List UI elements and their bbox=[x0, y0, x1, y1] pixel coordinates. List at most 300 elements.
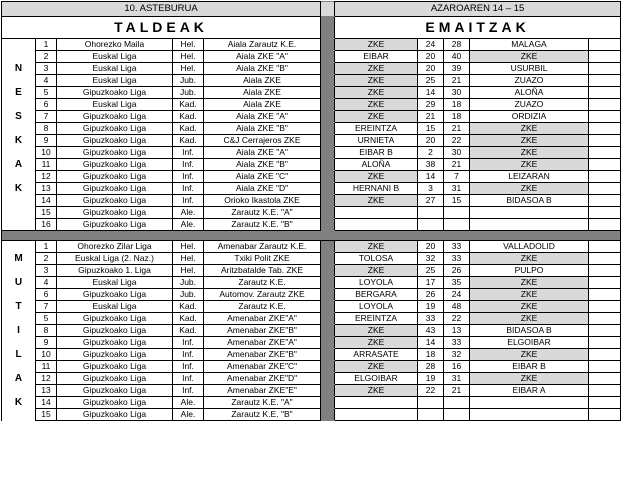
home-team-cell: TOLOSA bbox=[335, 253, 418, 265]
women-team-row bbox=[2, 135, 621, 147]
away-team-cell: ZKE bbox=[470, 253, 589, 265]
league-cell: Gipuzkoako Liga bbox=[57, 87, 173, 99]
home-score-cell: 20 bbox=[418, 63, 444, 75]
category-cell: Hel. bbox=[173, 39, 204, 51]
away-team-cell: BIDASOA B bbox=[470, 325, 589, 337]
team-cell: Aiala ZKE "C" bbox=[204, 171, 321, 183]
blank-cell bbox=[589, 111, 621, 123]
men-team-row bbox=[2, 349, 621, 361]
team-cell: Orioko Ikastola ZKE bbox=[204, 195, 321, 207]
men-team-row bbox=[2, 385, 621, 397]
blank-cell bbox=[589, 195, 621, 207]
category-cell: Inf. bbox=[173, 171, 204, 183]
side-letter-cell bbox=[2, 313, 36, 325]
league-cell: Euskal Liga bbox=[57, 99, 173, 111]
league-cell: Euskal Liga (2. Naz.) bbox=[57, 253, 173, 265]
category-cell: Hel. bbox=[173, 265, 204, 277]
category-cell: Inf. bbox=[173, 147, 204, 159]
home-score-cell: 25 bbox=[418, 75, 444, 87]
blank-cell bbox=[589, 385, 621, 397]
team-cell: Zarautz K.E. "A" bbox=[204, 397, 321, 409]
home-team-cell: ZKE bbox=[335, 171, 418, 183]
home-score-cell: 25 bbox=[418, 265, 444, 277]
blank-cell bbox=[589, 183, 621, 195]
away-score-cell bbox=[444, 397, 470, 409]
away-score-cell: 33 bbox=[444, 253, 470, 265]
side-letter-cell bbox=[2, 385, 36, 397]
league-cell: Euskal Liga bbox=[57, 75, 173, 87]
row-number: 4 bbox=[36, 75, 57, 87]
away-team-cell: ELGOIBAR bbox=[470, 337, 589, 349]
blank-cell bbox=[589, 51, 621, 63]
blank-cell bbox=[589, 87, 621, 99]
league-cell: Ohorezko Maila bbox=[57, 39, 173, 51]
separator bbox=[321, 111, 335, 123]
team-cell: Zarautz K.E. bbox=[204, 277, 321, 289]
away-team-cell: ZUAZO bbox=[470, 75, 589, 87]
women-team-row bbox=[2, 123, 621, 135]
league-cell: Euskal Liga bbox=[57, 51, 173, 63]
blank-cell bbox=[589, 219, 621, 231]
home-team-cell: ZKE bbox=[335, 87, 418, 99]
category-cell: Kad. bbox=[173, 135, 204, 147]
women-team-row bbox=[2, 207, 621, 219]
home-score-cell: 20 bbox=[418, 135, 444, 147]
category-cell: Kad. bbox=[173, 301, 204, 313]
league-cell: Euskal Liga bbox=[57, 301, 173, 313]
side-letter-cell bbox=[2, 265, 36, 277]
away-team-cell bbox=[470, 207, 589, 219]
category-cell: Inf. bbox=[173, 361, 204, 373]
separator bbox=[321, 219, 335, 231]
away-team-cell: MALAGA bbox=[470, 39, 589, 51]
men-team-row bbox=[2, 373, 621, 385]
team-cell: Aiala ZKE "B" bbox=[204, 63, 321, 75]
women-team-row bbox=[2, 75, 621, 87]
league-cell: Gipuzkoako Liga bbox=[57, 349, 173, 361]
away-team-cell: ZKE bbox=[470, 277, 589, 289]
row-number: 6 bbox=[36, 99, 57, 111]
league-cell: Ohorezko Zilar Liga bbox=[57, 241, 173, 253]
away-score-cell: 30 bbox=[444, 87, 470, 99]
home-team-cell: ELGOIBAR bbox=[335, 373, 418, 385]
separator bbox=[321, 207, 335, 219]
separator bbox=[321, 277, 335, 289]
home-score-cell bbox=[418, 397, 444, 409]
side-letter-cell: I bbox=[2, 325, 36, 337]
away-score-cell: 15 bbox=[444, 195, 470, 207]
away-score-cell: 16 bbox=[444, 361, 470, 373]
women-team-row bbox=[2, 183, 621, 195]
away-team-cell: ZKE bbox=[470, 51, 589, 63]
away-score-cell: 26 bbox=[444, 265, 470, 277]
team-cell: Zarautz K.E. bbox=[204, 301, 321, 313]
category-cell: Jub. bbox=[173, 289, 204, 301]
home-score-cell bbox=[418, 219, 444, 231]
away-team-cell: ORDIZIA bbox=[470, 111, 589, 123]
home-score-cell bbox=[418, 409, 444, 421]
blank-cell bbox=[589, 63, 621, 75]
team-cell: C&J Cerrajeros ZKE bbox=[204, 135, 321, 147]
men-team-row bbox=[2, 313, 621, 325]
team-cell: Amenabar ZKE"C" bbox=[204, 361, 321, 373]
row-number: 5 bbox=[36, 313, 57, 325]
home-team-cell: LOYOLA bbox=[335, 277, 418, 289]
header-row bbox=[2, 2, 621, 17]
separator bbox=[321, 51, 335, 63]
team-cell: Zarautz K.E. "B" bbox=[204, 219, 321, 231]
blank-cell bbox=[589, 99, 621, 111]
league-cell: Gipuzkoako Liga bbox=[57, 289, 173, 301]
away-team-cell: ZKE bbox=[470, 147, 589, 159]
home-team-cell: ALOÑA bbox=[335, 159, 418, 171]
row-number: 10 bbox=[36, 349, 57, 361]
row-number: 1 bbox=[36, 39, 57, 51]
separator bbox=[321, 159, 335, 171]
side-letter-cell bbox=[2, 99, 36, 111]
side-letter-cell bbox=[2, 409, 36, 421]
away-score-cell: 21 bbox=[444, 159, 470, 171]
away-score-cell: 21 bbox=[444, 385, 470, 397]
team-cell: Aiala ZKE "A" bbox=[204, 51, 321, 63]
men-team-row bbox=[2, 277, 621, 289]
home-team-cell: ZKE bbox=[335, 385, 418, 397]
category-cell: Jub. bbox=[173, 75, 204, 87]
home-team-cell: ZKE bbox=[335, 99, 418, 111]
blank-cell bbox=[589, 171, 621, 183]
away-score-cell: 31 bbox=[444, 373, 470, 385]
separator bbox=[321, 337, 335, 349]
side-letter-cell: N bbox=[2, 63, 36, 75]
team-cell: Amenabar ZKE"A" bbox=[204, 313, 321, 325]
section-gap bbox=[2, 231, 621, 241]
separator bbox=[321, 241, 335, 253]
league-cell: Gipuzkoako Liga bbox=[57, 159, 173, 171]
category-cell: Kad. bbox=[173, 111, 204, 123]
away-score-cell bbox=[444, 409, 470, 421]
team-cell: Amenabar ZKE"A" bbox=[204, 337, 321, 349]
league-cell: Gipuzkoako Liga bbox=[57, 183, 173, 195]
men-team-row bbox=[2, 253, 621, 265]
side-letter-cell bbox=[2, 123, 36, 135]
separator bbox=[321, 361, 335, 373]
away-team-cell: ZKE bbox=[470, 135, 589, 147]
home-team-cell: ZKE bbox=[335, 111, 418, 123]
row-number: 11 bbox=[36, 159, 57, 171]
away-team-cell: ALOÑA bbox=[470, 87, 589, 99]
row-number: 15 bbox=[36, 409, 57, 421]
team-cell: Amenabar ZKE"B" bbox=[204, 325, 321, 337]
league-cell: Gipuzkoako 1. Liga bbox=[57, 265, 173, 277]
league-cell: Euskal Liga bbox=[57, 277, 173, 289]
women-team-row bbox=[2, 219, 621, 231]
women-team-row bbox=[2, 87, 621, 99]
away-score-cell: 21 bbox=[444, 123, 470, 135]
results-title: EMAITZAK bbox=[335, 17, 621, 39]
home-score-cell: 14 bbox=[418, 87, 444, 99]
separator bbox=[321, 325, 335, 337]
home-team-cell: ZKE bbox=[335, 39, 418, 51]
schedule-table bbox=[1, 1, 621, 421]
league-cell: Gipuzkoako Liga bbox=[57, 373, 173, 385]
men-team-row bbox=[2, 337, 621, 349]
home-team-cell: EREINTZA bbox=[335, 313, 418, 325]
blank-cell bbox=[589, 361, 621, 373]
home-score-cell bbox=[418, 207, 444, 219]
home-score-cell: 38 bbox=[418, 159, 444, 171]
row-number: 11 bbox=[36, 361, 57, 373]
league-cell: Euskal Liga bbox=[57, 63, 173, 75]
away-score-cell: 13 bbox=[444, 325, 470, 337]
row-number: 7 bbox=[36, 111, 57, 123]
separator bbox=[321, 147, 335, 159]
blank-cell bbox=[589, 241, 621, 253]
separator bbox=[321, 409, 335, 421]
blank-cell bbox=[589, 265, 621, 277]
side-letter-cell bbox=[2, 195, 36, 207]
side-letter-cell bbox=[2, 241, 36, 253]
row-number: 13 bbox=[36, 385, 57, 397]
team-cell: Aiala ZKE "B" bbox=[204, 159, 321, 171]
away-team-cell: ZKE bbox=[470, 373, 589, 385]
blank-cell bbox=[589, 325, 621, 337]
blank-cell bbox=[589, 253, 621, 265]
away-score-cell: 22 bbox=[444, 135, 470, 147]
separator bbox=[321, 301, 335, 313]
separator bbox=[321, 373, 335, 385]
team-cell: Amenabar ZKE"D" bbox=[204, 373, 321, 385]
date-title: AZAROAREN 14 – 15 bbox=[335, 2, 621, 17]
home-score-cell: 33 bbox=[418, 313, 444, 325]
away-score-cell: 30 bbox=[444, 147, 470, 159]
away-team-cell bbox=[470, 219, 589, 231]
team-cell: Amenabar ZKE"B" bbox=[204, 349, 321, 361]
team-cell: Aiala ZKE "A" bbox=[204, 111, 321, 123]
blank-cell bbox=[589, 337, 621, 349]
home-score-cell: 22 bbox=[418, 385, 444, 397]
away-team-cell: ZKE bbox=[470, 349, 589, 361]
away-team-cell: ZKE bbox=[470, 183, 589, 195]
home-score-cell: 14 bbox=[418, 337, 444, 349]
league-cell: Gipuzkoako Liga bbox=[57, 207, 173, 219]
home-score-cell: 2 bbox=[418, 147, 444, 159]
separator bbox=[321, 385, 335, 397]
blank-cell bbox=[589, 409, 621, 421]
side-letter-cell: E bbox=[2, 87, 36, 99]
category-cell: Kad. bbox=[173, 313, 204, 325]
home-score-cell: 15 bbox=[418, 123, 444, 135]
away-score-cell: 18 bbox=[444, 99, 470, 111]
blank-cell bbox=[589, 313, 621, 325]
blank-cell bbox=[589, 301, 621, 313]
separator bbox=[321, 123, 335, 135]
category-cell: Inf. bbox=[173, 373, 204, 385]
separator bbox=[321, 99, 335, 111]
blank-cell bbox=[589, 397, 621, 409]
row-number: 4 bbox=[36, 277, 57, 289]
men-team-row bbox=[2, 397, 621, 409]
separator bbox=[321, 2, 335, 17]
home-score-cell: 18 bbox=[418, 349, 444, 361]
home-score-cell: 21 bbox=[418, 111, 444, 123]
away-team-cell: EIBAR B bbox=[470, 361, 589, 373]
team-cell: Aiala ZKE bbox=[204, 87, 321, 99]
team-cell: Aiala ZKE "A" bbox=[204, 147, 321, 159]
category-cell: Inf. bbox=[173, 349, 204, 361]
category-cell: Ale. bbox=[173, 409, 204, 421]
team-cell: Aritzbatalde Tab. ZKE bbox=[204, 265, 321, 277]
home-team-cell: ZKE bbox=[335, 241, 418, 253]
row-number: 15 bbox=[36, 207, 57, 219]
home-team-cell: URNIETA bbox=[335, 135, 418, 147]
category-cell: Kad. bbox=[173, 123, 204, 135]
category-cell: Inf. bbox=[173, 195, 204, 207]
home-team-cell bbox=[335, 219, 418, 231]
men-team-row bbox=[2, 361, 621, 373]
side-letter-cell bbox=[2, 289, 36, 301]
blank-cell bbox=[589, 75, 621, 87]
row-number: 3 bbox=[36, 265, 57, 277]
away-team-cell: USURBIL bbox=[470, 63, 589, 75]
team-cell: Aiala ZKE bbox=[204, 99, 321, 111]
away-team-cell: BIDASOA B bbox=[470, 195, 589, 207]
away-score-cell: 31 bbox=[444, 183, 470, 195]
side-letter-cell bbox=[2, 147, 36, 159]
away-score-cell: 24 bbox=[444, 289, 470, 301]
blank-cell bbox=[589, 135, 621, 147]
home-score-cell: 26 bbox=[418, 289, 444, 301]
blank-cell bbox=[589, 159, 621, 171]
row-number: 3 bbox=[36, 63, 57, 75]
blank-cell bbox=[589, 349, 621, 361]
league-cell: Gipuzkoako Liga bbox=[57, 325, 173, 337]
women-team-row bbox=[2, 111, 621, 123]
side-letter-cell: K bbox=[2, 135, 36, 147]
category-cell: Inf. bbox=[173, 159, 204, 171]
home-team-cell: LOYOLA bbox=[335, 301, 418, 313]
separator bbox=[321, 289, 335, 301]
row-number: 12 bbox=[36, 373, 57, 385]
home-score-cell: 17 bbox=[418, 277, 444, 289]
team-cell: Amenabar Zarautz K.E. bbox=[204, 241, 321, 253]
separator bbox=[321, 253, 335, 265]
away-team-cell: ZKE bbox=[470, 289, 589, 301]
side-letter-cell: S bbox=[2, 111, 36, 123]
blank-cell bbox=[589, 147, 621, 159]
team-cell: Txiki Polit ZKE bbox=[204, 253, 321, 265]
home-score-cell: 3 bbox=[418, 183, 444, 195]
separator bbox=[321, 313, 335, 325]
side-letter-cell: K bbox=[2, 183, 36, 195]
separator bbox=[321, 195, 335, 207]
row-number: 2 bbox=[36, 51, 57, 63]
home-score-cell: 19 bbox=[418, 301, 444, 313]
league-cell: Gipuzkoako Liga bbox=[57, 397, 173, 409]
blank-cell bbox=[589, 289, 621, 301]
side-letter-cell: A bbox=[2, 159, 36, 171]
women-team-row bbox=[2, 63, 621, 75]
category-cell: Ale. bbox=[173, 397, 204, 409]
home-team-cell: ZKE bbox=[335, 265, 418, 277]
blank-cell bbox=[589, 123, 621, 135]
row-number: 8 bbox=[36, 123, 57, 135]
home-team-cell: EIBAR B bbox=[335, 147, 418, 159]
side-letter-cell: L bbox=[2, 349, 36, 361]
away-score-cell: 18 bbox=[444, 111, 470, 123]
men-team-row bbox=[2, 265, 621, 277]
row-number: 2 bbox=[36, 253, 57, 265]
side-letter-cell: T bbox=[2, 301, 36, 313]
home-team-cell: ZKE bbox=[335, 337, 418, 349]
category-cell: Kad. bbox=[173, 325, 204, 337]
category-cell: Hel. bbox=[173, 63, 204, 75]
men-team-row bbox=[2, 409, 621, 421]
row-number: 14 bbox=[36, 397, 57, 409]
separator bbox=[321, 17, 335, 39]
away-team-cell: EIBAR A bbox=[470, 385, 589, 397]
section-header-row bbox=[2, 17, 621, 39]
away-score-cell: 22 bbox=[444, 313, 470, 325]
category-cell: Jub. bbox=[173, 277, 204, 289]
away-score-cell: 28 bbox=[444, 39, 470, 51]
category-cell: Hel. bbox=[173, 51, 204, 63]
side-letter-cell bbox=[2, 219, 36, 231]
row-number: 12 bbox=[36, 171, 57, 183]
side-letter-cell bbox=[2, 51, 36, 63]
league-cell: Gipuzkoako Liga bbox=[57, 219, 173, 231]
league-cell: Gipuzkoako Liga bbox=[57, 195, 173, 207]
home-score-cell: 20 bbox=[418, 241, 444, 253]
league-cell: Gipuzkoako Liga bbox=[57, 385, 173, 397]
teams-title: TALDEAK bbox=[2, 17, 321, 39]
men-team-row bbox=[2, 289, 621, 301]
away-team-cell: ZUAZO bbox=[470, 99, 589, 111]
home-team-cell: HERNANI B bbox=[335, 183, 418, 195]
separator bbox=[321, 63, 335, 75]
side-letter-cell: U bbox=[2, 277, 36, 289]
separator bbox=[321, 171, 335, 183]
away-score-cell: 48 bbox=[444, 301, 470, 313]
home-score-cell: 29 bbox=[418, 99, 444, 111]
league-cell: Gipuzkoako Liga bbox=[57, 135, 173, 147]
separator bbox=[321, 265, 335, 277]
away-score-cell: 35 bbox=[444, 277, 470, 289]
women-team-row bbox=[2, 99, 621, 111]
away-team-cell: ZKE bbox=[470, 159, 589, 171]
men-team-row bbox=[2, 325, 621, 337]
side-letter-cell bbox=[2, 361, 36, 373]
home-score-cell: 14 bbox=[418, 171, 444, 183]
away-score-cell: 33 bbox=[444, 337, 470, 349]
home-team-cell: ZKE bbox=[335, 325, 418, 337]
week-title: 10. ASTEBURUA bbox=[2, 2, 321, 17]
separator bbox=[321, 87, 335, 99]
row-number: 5 bbox=[36, 87, 57, 99]
category-cell: Jub. bbox=[173, 87, 204, 99]
away-score-cell: 7 bbox=[444, 171, 470, 183]
league-cell: Gipuzkoako Liga bbox=[57, 409, 173, 421]
home-score-cell: 24 bbox=[418, 39, 444, 51]
away-score-cell: 39 bbox=[444, 63, 470, 75]
separator bbox=[321, 39, 335, 51]
away-team-cell: VALLADOLID bbox=[470, 241, 589, 253]
row-number: 9 bbox=[36, 135, 57, 147]
team-cell: Aiala ZKE "D" bbox=[204, 183, 321, 195]
home-team-cell: ZKE bbox=[335, 195, 418, 207]
away-score-cell bbox=[444, 219, 470, 231]
away-team-cell: ZKE bbox=[470, 123, 589, 135]
league-cell: Gipuzkoako Liga bbox=[57, 147, 173, 159]
